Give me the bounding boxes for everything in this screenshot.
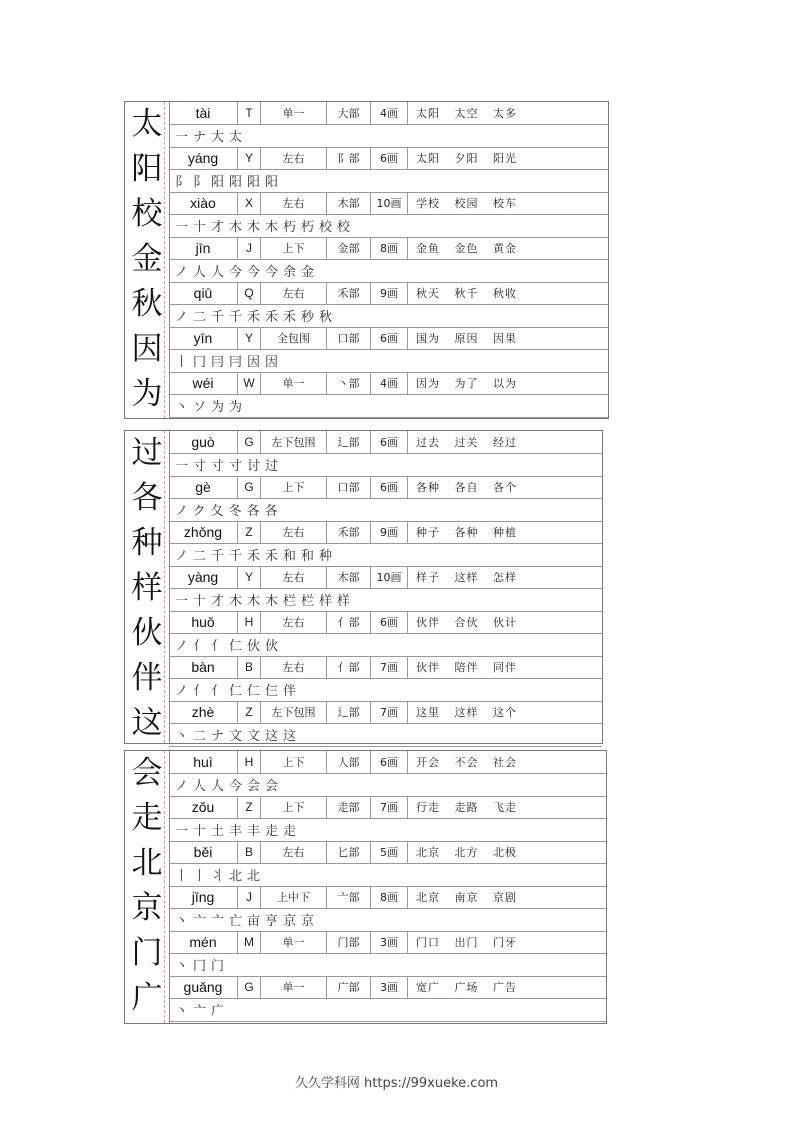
word-examples: 秋天 秋千 秋收 <box>416 287 517 300</box>
radical: 禾部 <box>327 282 371 304</box>
big-character: 京 <box>131 890 163 926</box>
char-entry <box>131 886 606 931</box>
stroke-order: 丨冂冃冃因因 <box>169 349 608 373</box>
word-examples: 这里 这样 这个 <box>416 706 517 719</box>
radical: 禾部 <box>327 521 371 543</box>
footer-watermark: 久久学科网 https://99xueke.com <box>294 1076 499 1091</box>
pinyin: běi <box>169 841 238 863</box>
char-info-row <box>169 886 606 909</box>
radical: 走部 <box>327 796 371 818</box>
char-entry <box>131 147 608 192</box>
stroke-order: 丶亠亠亡亩亨京京 <box>169 908 606 932</box>
initial-letter: G <box>238 976 261 998</box>
word-examples: 门口 出门 门牙 <box>416 936 517 949</box>
char-info-row <box>169 147 608 170</box>
radical: 匕部 <box>327 841 371 863</box>
word-examples: 各种 各自 各个 <box>416 481 517 494</box>
char-entry <box>131 372 608 417</box>
structure: 上下 <box>261 751 327 773</box>
structure: 上下 <box>261 237 327 259</box>
word-examples: 伙伴 陪伴 同伴 <box>416 661 517 674</box>
pinyin: mén <box>169 931 238 953</box>
stroke-order: 丶冂门 <box>169 953 606 977</box>
char-info-row <box>169 976 606 999</box>
stroke-count: 7画 <box>371 796 408 818</box>
initial-letter: X <box>238 192 261 214</box>
stroke-count: 7画 <box>371 701 408 723</box>
big-character: 走 <box>131 800 163 836</box>
char-entry <box>131 282 608 327</box>
stroke-count: 6画 <box>371 327 408 349</box>
radical: 亻部 <box>327 656 371 678</box>
char-info-row <box>169 192 608 215</box>
pinyin: guò <box>169 431 238 453</box>
char-info-row <box>169 102 608 125</box>
initial-letter: H <box>238 611 261 633</box>
structure: 单一 <box>261 102 327 124</box>
char-info-row <box>169 751 606 774</box>
structure: 左右 <box>261 147 327 169</box>
stroke-order: ノ二千千禾禾和和种 <box>169 543 602 567</box>
word-examples: 北京 南京 京剧 <box>416 891 517 904</box>
char-info-row <box>169 431 602 454</box>
stroke-order: ノ亻亻仁仁仨伴 <box>169 678 602 702</box>
stroke-order: ノ二千千禾禾禾秒秋 <box>169 304 608 328</box>
char-entry <box>131 931 606 976</box>
char-info-row <box>169 566 602 589</box>
pinyin: xiào <box>169 192 238 214</box>
char-info-row <box>169 701 602 724</box>
big-character: 秋 <box>131 286 163 322</box>
stroke-order: 一寸寸寸讨过 <box>169 453 602 477</box>
char-info-row <box>169 841 606 864</box>
structure: 上下 <box>261 796 327 818</box>
stroke-count: 4画 <box>371 372 408 394</box>
radical: 阝部 <box>327 147 371 169</box>
char-entry <box>131 611 602 656</box>
big-character: 为 <box>131 376 163 412</box>
big-character: 阳 <box>131 151 163 187</box>
stroke-count: 10画 <box>371 192 408 214</box>
stroke-count: 8画 <box>371 237 408 259</box>
word-examples: 伙伴 合伙 伙计 <box>416 616 517 629</box>
pinyin: gè <box>169 476 238 498</box>
word-examples: 行走 走路 飞走 <box>416 801 517 814</box>
big-character: 校 <box>131 196 163 232</box>
char-info-row <box>169 372 608 395</box>
stroke-order: ノ人人今会会 <box>169 773 606 797</box>
pinyin: guǎng <box>169 976 238 998</box>
big-character: 样 <box>131 570 163 606</box>
structure: 单一 <box>261 931 327 953</box>
char-info-row <box>169 282 608 305</box>
word-examples: 开会 不会 社会 <box>416 756 517 769</box>
radical: 金部 <box>327 237 371 259</box>
structure: 全包围 <box>261 327 327 349</box>
big-character: 种 <box>131 525 163 561</box>
char-entry <box>131 976 606 1021</box>
pinyin: yáng <box>169 147 238 169</box>
initial-letter: G <box>238 476 261 498</box>
initial-letter: G <box>238 431 261 453</box>
char-entry <box>131 102 608 147</box>
char-entry <box>131 327 608 372</box>
big-character: 广 <box>131 980 163 1016</box>
word-examples: 国为 原因 因果 <box>416 332 517 345</box>
radical: 辶部 <box>327 431 371 453</box>
big-character: 北 <box>131 845 163 881</box>
stroke-count: 7画 <box>371 656 408 678</box>
stroke-count: 4画 <box>371 102 408 124</box>
stroke-count: 6画 <box>371 611 408 633</box>
char-info-row <box>169 656 602 679</box>
structure: 上中下 <box>261 886 327 908</box>
structure: 左右 <box>261 656 327 678</box>
char-entry <box>131 237 608 282</box>
word-examples: 学校 校园 校车 <box>416 197 517 210</box>
initial-letter: M <box>238 931 261 953</box>
big-character: 因 <box>131 331 163 367</box>
char-entry <box>131 476 602 521</box>
radical: 亠部 <box>327 886 371 908</box>
radical: 人部 <box>327 751 371 773</box>
initial-letter: T <box>238 102 261 124</box>
big-character: 伙 <box>131 615 163 651</box>
stroke-order: ノ人人今今今余金 <box>169 259 608 283</box>
structure: 单一 <box>261 976 327 998</box>
char-info-row <box>169 476 602 499</box>
char-entry <box>131 431 602 476</box>
big-character: 伴 <box>131 660 163 696</box>
word-examples: 宽广 广场 广告 <box>416 981 517 994</box>
stroke-count: 5画 <box>371 841 408 863</box>
radical: 口部 <box>327 327 371 349</box>
char-info-row <box>169 237 608 260</box>
initial-letter: Z <box>238 521 261 543</box>
stroke-count: 6画 <box>371 431 408 453</box>
word-examples: 样子 这样 怎样 <box>416 571 517 584</box>
word-examples: 种子 各种 种植 <box>416 526 517 539</box>
stroke-count: 10画 <box>371 566 408 588</box>
radical: 木部 <box>327 192 371 214</box>
stroke-order: 一十才木木木栏栏样样 <box>169 588 602 612</box>
char-entry <box>131 656 602 701</box>
stroke-count: 3画 <box>371 931 408 953</box>
char-entry <box>131 566 602 611</box>
radical: 大部 <box>327 102 371 124</box>
char-entry <box>131 841 606 886</box>
structure: 左右 <box>261 192 327 214</box>
char-info-row <box>169 796 606 819</box>
big-character: 金 <box>131 241 163 277</box>
big-character: 过 <box>131 435 163 471</box>
stroke-order: 丶ソ为为 <box>169 394 608 418</box>
radical: 木部 <box>327 566 371 588</box>
pinyin: qiū <box>169 282 238 304</box>
char-block-1 <box>124 101 609 419</box>
pinyin: jīn <box>169 237 238 259</box>
stroke-count: 6画 <box>371 147 408 169</box>
big-character: 太 <box>131 106 163 142</box>
pinyin: wéi <box>169 372 238 394</box>
radical: 广部 <box>327 976 371 998</box>
char-block-2 <box>124 430 603 744</box>
structure: 单一 <box>261 372 327 394</box>
stroke-count: 3画 <box>371 976 408 998</box>
pinyin: yàng <box>169 566 238 588</box>
initial-letter: Z <box>238 796 261 818</box>
structure: 左右 <box>261 611 327 633</box>
stroke-order: 一十土丰丰走走 <box>169 818 606 842</box>
char-block-3 <box>124 750 607 1024</box>
stroke-count: 8画 <box>371 886 408 908</box>
initial-letter: Y <box>238 566 261 588</box>
word-examples: 太阳 太空 太多 <box>416 107 517 120</box>
radical: 口部 <box>327 476 371 498</box>
pinyin: zhè <box>169 701 238 723</box>
structure: 左右 <box>261 521 327 543</box>
big-character: 门 <box>131 935 163 971</box>
initial-letter: H <box>238 751 261 773</box>
structure: 左下包围 <box>261 701 327 723</box>
stroke-order: 丶亠广 <box>169 998 606 1022</box>
structure: 左右 <box>261 282 327 304</box>
initial-letter: Z <box>238 701 261 723</box>
initial-letter: B <box>238 656 261 678</box>
pinyin: huǒ <box>169 611 238 633</box>
structure: 左下包围 <box>261 431 327 453</box>
pinyin: bàn <box>169 656 238 678</box>
radical: 丶部 <box>327 372 371 394</box>
initial-letter: Y <box>238 327 261 349</box>
char-info-row <box>169 521 602 544</box>
structure: 上下 <box>261 476 327 498</box>
stroke-order: 丨丨丬北北 <box>169 863 606 887</box>
char-entry <box>131 701 602 746</box>
radical: 门部 <box>327 931 371 953</box>
char-entry <box>131 521 602 566</box>
char-info-row <box>169 611 602 634</box>
big-character: 各 <box>131 480 163 516</box>
stroke-order: 阝阝阳阳阳阳 <box>169 169 608 193</box>
stroke-order: ノ亻亻仁伙伙 <box>169 633 602 657</box>
word-examples: 北京 北方 北极 <box>416 846 517 859</box>
initial-letter: Q <box>238 282 261 304</box>
word-examples: 过去 过关 经过 <box>416 436 517 449</box>
pinyin: huì <box>169 751 238 773</box>
big-character: 这 <box>131 705 163 741</box>
stroke-order: 丶二ナ文文这这 <box>169 723 602 747</box>
pinyin: yīn <box>169 327 238 349</box>
stroke-count: 6画 <box>371 751 408 773</box>
structure: 左右 <box>261 566 327 588</box>
radical: 亻部 <box>327 611 371 633</box>
stroke-count: 9画 <box>371 282 408 304</box>
initial-letter: Y <box>238 147 261 169</box>
pinyin: zhǒng <box>169 521 238 543</box>
radical: 辶部 <box>327 701 371 723</box>
initial-letter: J <box>238 237 261 259</box>
stroke-order: 一ナ大太 <box>169 124 608 148</box>
word-examples: 太阳 夕阳 阳光 <box>416 152 517 165</box>
initial-letter: J <box>238 886 261 908</box>
initial-letter: B <box>238 841 261 863</box>
char-info-row <box>169 327 608 350</box>
pinyin: zǒu <box>169 796 238 818</box>
pinyin: jīng <box>169 886 238 908</box>
initial-letter: W <box>238 372 261 394</box>
stroke-order: 一十才木木木朽朽校校 <box>169 214 608 238</box>
word-examples: 因为 为了 以为 <box>416 377 517 390</box>
word-examples: 金鱼 金色 黄金 <box>416 242 517 255</box>
char-info-row <box>169 931 606 954</box>
char-entry <box>131 796 606 841</box>
structure: 左右 <box>261 841 327 863</box>
stroke-count: 6画 <box>371 476 408 498</box>
big-character: 会 <box>131 755 163 791</box>
char-entry <box>131 751 606 796</box>
char-entry <box>131 192 608 237</box>
stroke-count: 9画 <box>371 521 408 543</box>
pinyin: tài <box>169 102 238 124</box>
stroke-order: ノク夂冬各各 <box>169 498 602 522</box>
